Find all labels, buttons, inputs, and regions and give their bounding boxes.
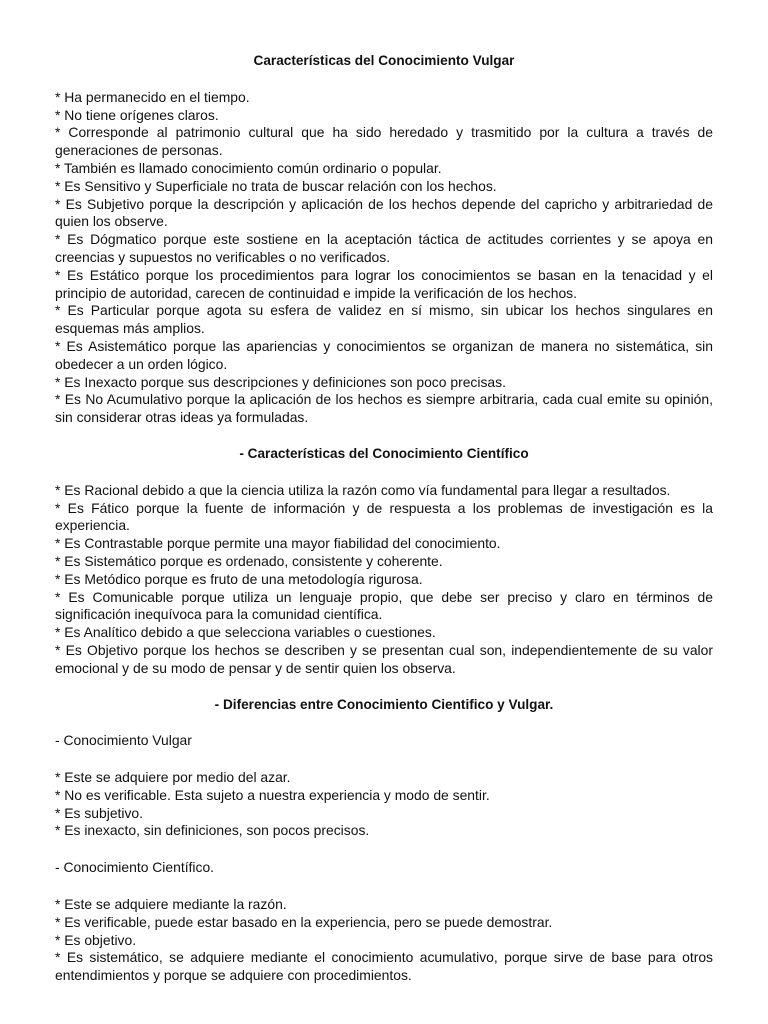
list-item: * Este se adquiere mediante la razón. [55, 896, 287, 913]
subheading-cientifico: - Conocimiento Científico. [55, 859, 215, 876]
list-item: * Es Sistemático porque es ordenado, consistente y coherente. [55, 552, 443, 569]
list-item: * Es Fático porque la fuente de información y de respuesta a los problemas de investigación es la experiencia. [55, 499, 713, 534]
list-item: * No es verificable. Esta sujeto a nuestra experiencia y modo de sentir. [55, 786, 490, 803]
section-title-cientifico: - Características del Conocimiento Científico [239, 445, 529, 461]
subheading-vulgar: - Conocimiento Vulgar [55, 732, 192, 749]
list-item: * Es subjetivo. [55, 804, 144, 821]
list-item: * Es inexacto, sin definiciones, son pocos precisos. [55, 822, 370, 839]
cientifico-characteristics-list [55, 482, 713, 678]
list-item: * Es Racional debido a que la ciencia utiliza la razón como vía fundamental para llegar a resultados. [55, 481, 671, 498]
list-item: * Es sistemático, se adquiere mediante el conocimiento acumulativo, porque sirve de base para otros entendimientos y porque se adquiere con procedimientos. [55, 949, 713, 984]
list-item: * Es objetivo. [55, 931, 137, 948]
document-page [55, 52, 713, 985]
list-item: * Es Particular porque agota su esfera de validez en sí mismo, sin ubicar los hechos singulares en esquemas más amplios. [55, 302, 713, 337]
list-item: * Es Subjetivo porque la descripción y aplicación de los hechos depende del capricho y arbitrariedad de quien los observe. [55, 195, 713, 230]
list-item: * Es Estático porque los procedimientos para lograr los conocimientos se basan en la tenacidad y el principio de autoridad, carecen de continuidad e impide la verificación de los hechos. [55, 266, 713, 301]
section-title-vulgar: Características del Conocimiento Vulgar [253, 53, 515, 68]
list-item: * Es No Acumulativo porque la aplicación de los hechos es siempre arbitraria, cada cual emite su opinión, sin considerar otras ideas ya formuladas. [55, 391, 713, 426]
list-item: * Es Sensitivo y Superficiale no trata de buscar relación con los hechos. [55, 177, 497, 194]
vulgar-characteristics-list [55, 89, 713, 427]
list-item: * También es llamado conocimiento común ordinario o popular. [55, 159, 442, 176]
list-item: * Es Inexacto porque sus descripciones y definiciones son poco precisas. [55, 373, 506, 390]
list-item: * Es Objetivo porque los hechos se describen y se presentan cual son, independientemente de su valor emocional y de su modo de pensar y de sentir quien los observa. [55, 641, 713, 676]
list-item: * Es Metódico porque es fruto de una metodología rigurosa. [55, 570, 423, 587]
list-item: * Es Asistemático porque las apariencias y conocimientos se organizan de manera no sistemática, sin obedecer a un orden lógico. [55, 337, 713, 372]
diferencias-vulgar-list [55, 769, 713, 840]
list-item: * Es Contrastable porque permite una mayor fiabilidad del conocimiento. [55, 535, 501, 552]
diferencias-cientifico-list [55, 896, 713, 985]
list-item: * Ha permanecido en el tiempo. [55, 88, 250, 105]
list-item: * Corresponde al patrimonio cultural que ha sido heredado y trasmitido por la cultura a través de generaciones de personas. [55, 124, 713, 159]
list-item: * Es verificable, puede estar basado en la experiencia, pero se puede demostrar. [55, 913, 553, 930]
list-item: * Es Dógmatico porque este sostiene en la aceptación táctica de actitudes corrientes y se apoya en creencias y supuestos no verificables o no verificados. [55, 231, 713, 265]
section-title-diferencias: - Diferencias entre Conocimiento Cientifico y Vulgar. [214, 696, 554, 712]
list-item: * Este se adquiere por medio del azar. [55, 769, 291, 786]
list-item: * No tiene orígenes claros. [55, 106, 219, 123]
list-item: * Es Analítico debido a que selecciona variables o cuestiones. [55, 624, 436, 641]
list-item: * Es Comunicable porque utiliza un lenguaje propio, que debe ser preciso y claro en términos de significación inequívoca para la comunidad científica. [55, 588, 713, 623]
